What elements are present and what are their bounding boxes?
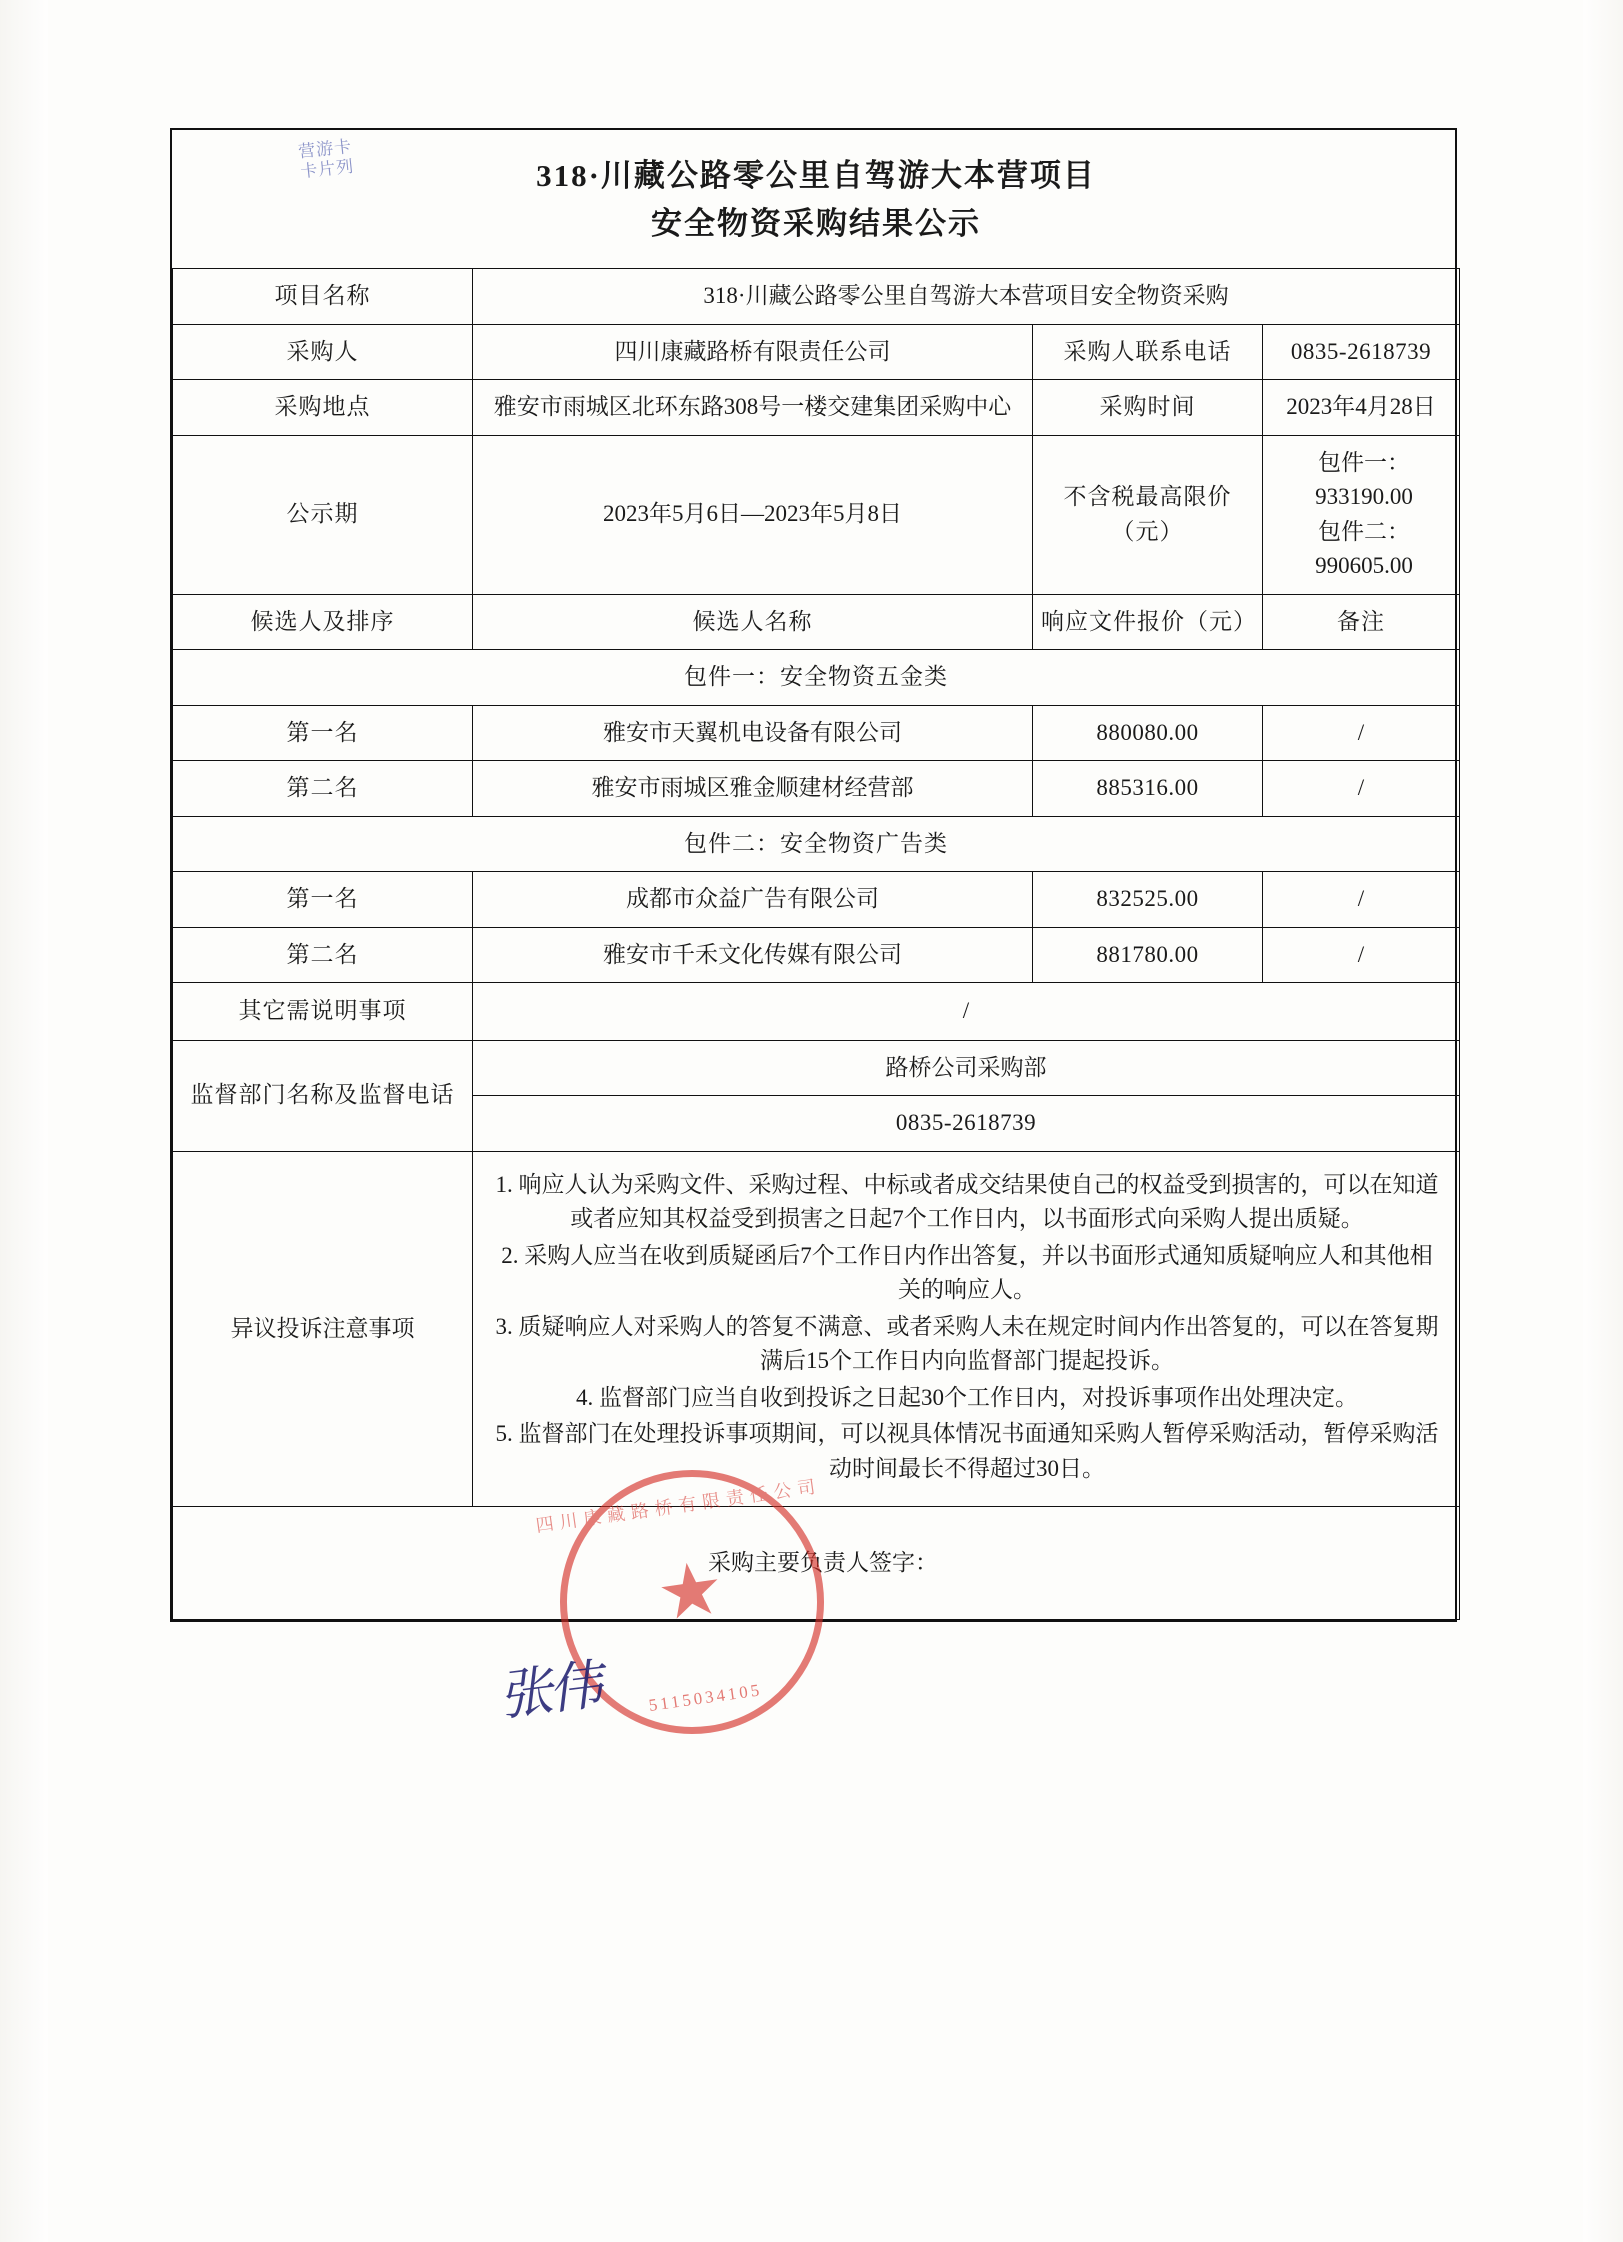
row-supervision-dept xyxy=(173,1040,1460,1096)
publicity-period-value: 2023年5月6日—2023年5月8日 xyxy=(473,435,1033,594)
objection-item: 2. 采购人应当在收到质疑函后7个工作日内作出答复，并以书面形式通知质疑响应人和其他相关的响应人。 xyxy=(501,1242,1433,1303)
purchase-place-value: 雅安市雨城区北环东路308号一楼交建集团采购中心 xyxy=(473,380,1033,436)
objection-label: 异议投诉注意事项 xyxy=(173,1151,473,1507)
package-group-title xyxy=(173,650,1460,706)
announcement-table-container xyxy=(170,128,1457,1622)
paper-edge-left xyxy=(0,0,48,2242)
other-notes-value: / xyxy=(473,983,1460,1041)
objection-item: 3. 质疑响应人对采购人的答复不满意、或者采购人未在规定时间内作出答复的，可以在答复期满后15个工作日内向监督部门提起投诉。 xyxy=(495,1313,1439,1374)
candidate-rank-label: 候选人及排序 xyxy=(173,594,473,650)
package-1-title: 包件一：安全物资五金类 xyxy=(173,650,1460,706)
max-price-package-2: 包件二：990605.00 xyxy=(1315,518,1413,579)
seal-bottom-text: 5115034105 xyxy=(647,1680,764,1715)
row-signature xyxy=(173,1507,1460,1620)
purchaser-phone-label: 采购人联系电话 xyxy=(1033,324,1263,380)
candidate-name-label: 候选人名称 xyxy=(473,594,1033,650)
table-row xyxy=(173,872,1460,928)
row-publicity-period xyxy=(173,435,1460,594)
row-project-name xyxy=(173,269,1460,325)
candidate-name: 成都市众益广告有限公司 xyxy=(473,872,1033,928)
candidate-remark: / xyxy=(1263,927,1460,983)
title-line-1: 318·川藏公路零公里自驾游大本营项目 xyxy=(536,158,1096,193)
purchase-time-value: 2023年4月28日 xyxy=(1263,380,1460,436)
remark-label: 备注 xyxy=(1263,594,1460,650)
handwritten-signature: 张伟 xyxy=(495,1655,602,1727)
candidate-rank: 第二名 xyxy=(173,761,473,817)
response-price-label: 响应文件报价（元） xyxy=(1033,594,1263,650)
purchase-place-label: 采购地点 xyxy=(173,380,473,436)
candidate-rank: 第一名 xyxy=(173,705,473,761)
objection-item: 1. 响应人认为采购文件、采购过程、中标或者成交结果使自己的权益受到损害的，可以在知道或者应知其权益受到损害之日起7个工作日内，以书面形式向采购人提出质疑。 xyxy=(495,1171,1439,1232)
candidate-price: 832525.00 xyxy=(1033,872,1263,928)
title-line-2: 安全物资采购结果公示 xyxy=(651,206,981,242)
max-price-package-1: 包件一：933190.00 xyxy=(1315,449,1413,510)
announcement-table xyxy=(172,130,1460,1620)
package-group-title xyxy=(173,816,1460,872)
row-other-notes xyxy=(173,983,1460,1041)
table-row xyxy=(173,927,1460,983)
package-2-title: 包件二：安全物资广告类 xyxy=(173,816,1460,872)
candidate-remark: / xyxy=(1263,872,1460,928)
seal-top-text: 四川康藏路桥有限责任公司 xyxy=(534,1476,823,1536)
table-row xyxy=(173,705,1460,761)
candidate-rank: 第一名 xyxy=(173,872,473,928)
supervision-phone-value: 0835-2618739 xyxy=(473,1096,1460,1152)
objection-body xyxy=(473,1151,1460,1507)
candidate-name: 雅安市天翼机电设备有限公司 xyxy=(473,705,1033,761)
row-objection xyxy=(173,1151,1460,1507)
row-purchase-place xyxy=(173,380,1460,436)
top-left-stamp-line-2: 卡片列 xyxy=(299,156,356,181)
objection-item: 5. 监督部门在处理投诉事项期间，可以视具体情况书面通知采购人暂停采购活动，暂停采购活动时间最长不得超过30日。 xyxy=(495,1421,1439,1481)
title-row xyxy=(173,130,1460,269)
candidate-remark: / xyxy=(1263,705,1460,761)
objection-item: 4. 监督部门应当自收到投诉之日起30个工作日内，对投诉事项作出处理决定。 xyxy=(576,1384,1358,1410)
supervision-dept-value: 路桥公司采购部 xyxy=(473,1040,1460,1096)
supervision-label: 监督部门名称及监督电话 xyxy=(173,1040,473,1151)
purchaser-value: 四川康藏路桥有限责任公司 xyxy=(473,324,1033,380)
row-candidate-header xyxy=(173,594,1460,650)
top-left-stamp-line-1: 营游卡 xyxy=(297,136,353,162)
candidate-name: 雅安市千禾文化传媒有限公司 xyxy=(473,927,1033,983)
purchaser-label: 采购人 xyxy=(173,324,473,380)
signature-label: 采购主要负责人签字： xyxy=(173,1507,1460,1620)
purchaser-phone-value: 0835-2618739 xyxy=(1263,324,1460,380)
project-name-value: 318·川藏公路零公里自驾游大本营项目安全物资采购 xyxy=(473,269,1460,325)
purchase-time-label: 采购时间 xyxy=(1033,380,1263,436)
publicity-period-label: 公示期 xyxy=(173,435,473,594)
row-purchaser xyxy=(173,324,1460,380)
candidate-remark: / xyxy=(1263,761,1460,817)
other-notes-label: 其它需说明事项 xyxy=(173,983,473,1041)
candidate-price: 885316.00 xyxy=(1033,761,1263,817)
paper-edge-right xyxy=(1583,0,1623,2242)
max-price-label: 不含税最高限价（元） xyxy=(1033,435,1263,594)
candidate-name: 雅安市雨城区雅金顺建材经营部 xyxy=(473,761,1033,817)
max-price-value xyxy=(1263,435,1460,594)
seal-star-icon: ★ xyxy=(652,1546,730,1638)
candidate-rank: 第二名 xyxy=(173,927,473,983)
document-title xyxy=(173,130,1460,269)
project-name-label: 项目名称 xyxy=(173,269,473,325)
candidate-price: 881780.00 xyxy=(1033,927,1263,983)
candidate-price: 880080.00 xyxy=(1033,705,1263,761)
table-row xyxy=(173,761,1460,817)
